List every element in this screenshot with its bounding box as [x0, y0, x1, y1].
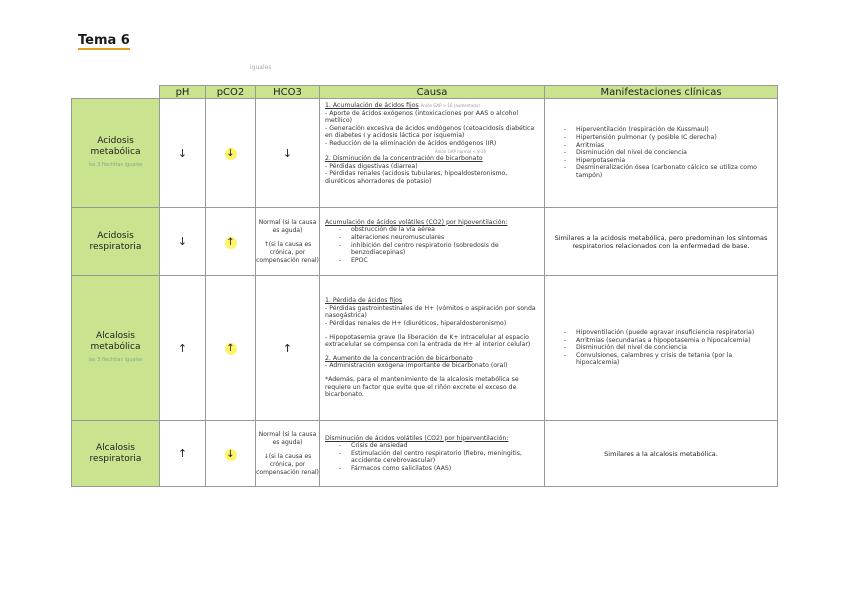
corner-cell [72, 86, 160, 99]
pco2-cell [206, 421, 256, 487]
acid-base-table [71, 85, 778, 487]
manifestaciones-cell [545, 276, 778, 421]
list-item: - Arritmias [576, 142, 772, 150]
list-item: - Arritmias (secundarias a hipopotasemia o hipocalcemia) [576, 337, 772, 345]
list-item: - EPOC [351, 257, 539, 265]
list-item: - Hiperventilación (respiración de Kussmaul) [576, 126, 772, 134]
row-note: las 3 flechitas iguales [88, 161, 143, 168]
pco2-cell [206, 99, 256, 208]
list-item: - Disminución del nivel de conciencia [576, 344, 772, 352]
col-manifestaciones: Manifestaciones clínicas [545, 86, 778, 99]
table-row [72, 421, 778, 487]
ph-cell: ↑ [160, 276, 206, 421]
row-label: Alcalosis metabólica las 3 flechitas iguales [72, 276, 160, 421]
list-item: - Hipertensión pulmonar (y posible IC derecha) [576, 134, 772, 142]
pco2-arrow: ↓ [226, 448, 235, 460]
col-pco2: pCO2 [206, 86, 256, 99]
hco3-cell: Normal (si la causa es aguda) ↓(si la causa es crónica, por compensación renal) [256, 421, 320, 487]
ph-cell: ↓ [160, 208, 206, 276]
col-causa: Causa [320, 86, 545, 99]
col-hco3: HCO3 [256, 86, 320, 99]
list-item: - Disminución del nivel de conciencia [576, 149, 772, 157]
col-ph: pH [160, 86, 206, 99]
manifestaciones-cell: Similares a la alcalosis metabólica. [545, 421, 778, 487]
pco2-cell [206, 208, 256, 276]
list-item: - Convulsiones, calambres y crisis de tetania (por la hipocalcemia) [576, 352, 772, 367]
list-item: - Hipoventilación (puede agravar insuficiencia respiratoria) [576, 329, 772, 337]
list-item: - Fármacos como salicilatos (AAS) [351, 465, 539, 473]
list-item: - obstrucción de la vía aérea [351, 226, 539, 234]
header-row [72, 86, 778, 99]
causa-cell: Disminución de ácidos volátiles (CO2) por hiperventilación: - Crisis de ansiedad - Estimulación del centro respiratorio (fiebre, meningitis, accidente cerebrovascular) - Fármacos como salicilatos (AAS) [320, 421, 545, 487]
hco3-cell: Normal (si la causa es aguda) ↑(si la causa es crónica, por compensación renal) [256, 208, 320, 276]
hco3-cell: ↑ [256, 276, 320, 421]
list-item: - Estimulación del centro respiratorio (fiebre, meningitis, accidente cerebrovascular) [351, 450, 539, 465]
table-row [72, 99, 778, 208]
ph-cell: ↓ [160, 99, 206, 208]
manifestaciones-cell: Similares a la acidosis metabólica, pero predominan los síntomas respiratorios relacionados con la enfermedad de base. [545, 208, 778, 276]
manifestaciones-cell [545, 99, 778, 208]
list-item: - alteraciones neuromusculares [351, 234, 539, 242]
pco2-arrow: ↓ [226, 148, 235, 159]
row-label: Acidosis respiratoria [72, 208, 160, 276]
row-label: Alcalosis respiratoria [72, 421, 160, 487]
pco2-cell [206, 276, 256, 421]
list-item: - inhibición del centro respiratorio (sobredosis de benzodiacepinas) [351, 242, 539, 257]
pco2-arrow: ↑ [226, 236, 235, 248]
list-item: - Desmineralización ósea (carbonato cálcico se utiliza como tampón) [576, 164, 772, 179]
table-row [72, 276, 778, 421]
row-note: las 3 flechitas iguales [88, 356, 143, 363]
page-title: Tema 6 [78, 33, 130, 48]
causa-cell: Acumulación de ácidos volátiles (CO2) por hipoventilación: - obstrucción de la vía aérea - alteraciones neuromusculares - inhibición del centro respiratorio (sobredosis de benzodiacepinas) - EPOC [320, 208, 545, 276]
causa-cell: 1. Acumulación de ácidos fijos Anión GAP > 16 (aumentado) - Aporte de ácidos exógenos (intoxicaciones por AAS o alcohol metílico) - Generación excesiva de ácidos endógenos (cetoacidosis diabética en diabetes I y acidosis láctica por isquemia) - Reducción de la eliminación de ácidos endógenos (IR) Anión GAP normal < 8-16 2. Disminución de la concentración de bicarbonato - Pérdidas digestivas (diarrea) - Pérdidas renales (acidosis tubulares, hipoaldosteronismo, diuréticos ahorradores de potasio) [320, 99, 545, 208]
row-label: Acidosis metabólica las 3 flechitas iguales [72, 99, 160, 208]
ph-cell: ↑ [160, 421, 206, 487]
causa-cell: 1. Pérdida de ácidos fijos - Pérdidas gastrointestinales de H+ (vómitos o aspiración por sonda nasogástrica) - Pérdidas renales de H+ (diuréticos, hiperaldosteronismo) - Hipopotasemia grave (la liberación de K+ intracelular al espacio extracelular se compensa con la entrada de H+ al interior celular) 2. Aumento de la concentración de bicarbonato - Administración exógena importante de bicarbonato (oral) *Además, para el mantenimiento de la alcalosis metabólica se requiere un factor que evite que el riñón excrete el exceso de bicarbonato. [320, 276, 545, 421]
list-item: - Crisis de ansiedad [351, 442, 539, 450]
handwritten-note: iguales [250, 64, 272, 71]
list-item: - Hiperpotasemia [576, 157, 772, 165]
table-row [72, 208, 778, 276]
hco3-cell: ↓ [256, 99, 320, 208]
pco2-arrow: ↑ [226, 343, 235, 354]
